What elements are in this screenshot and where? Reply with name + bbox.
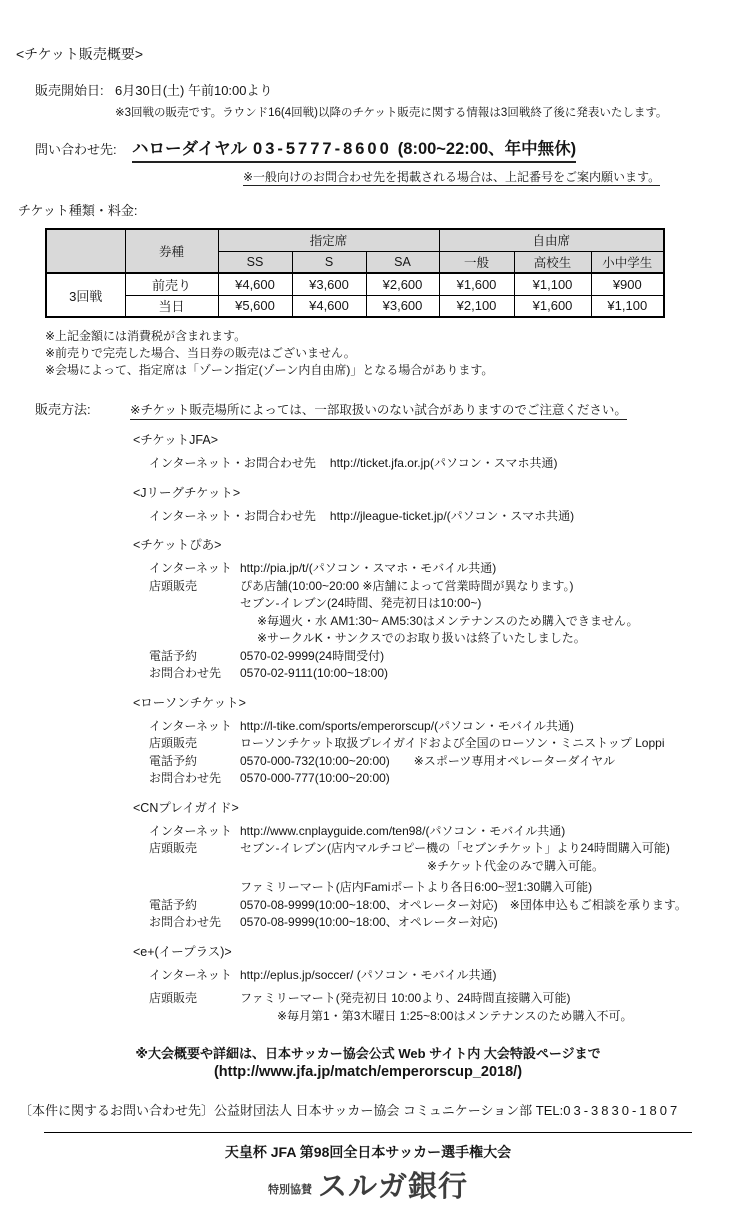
sale-start-label: 販売開始日: [35, 83, 104, 98]
vendor-row-label: 電話予約 [149, 897, 198, 912]
official-site-url: (http://www.jfa.jp/match/emperorscup_2018/) [213, 1064, 523, 1080]
vendor-row-label: インターネット [149, 967, 232, 982]
org-tel-number: 03-3830-1807 [563, 1103, 681, 1118]
vendor-row-value: http://www.cnplayguide.com/ten98/(パソコン・モバイル共通) [240, 823, 566, 838]
advance-ss: ¥4,600 [218, 273, 292, 295]
tournament-title: 天皇杯 JFA 第98回全日本サッカー選手権大会 [224, 1144, 512, 1160]
inquiry-phone-number: 03-5777-8600 [253, 140, 392, 158]
price-note-tax: ※上記金額には消費税が含まれます。 [45, 329, 247, 343]
sameday-general: ¥2,100 [439, 295, 514, 317]
sale-start-row [35, 80, 720, 99]
vendor-row-label: 店頭販売 [149, 991, 198, 1005]
advance-highschool: ¥1,100 [514, 273, 591, 295]
advance-sa: ¥2,600 [366, 273, 439, 295]
vendor-row-value: 0570-02-9999(24時間受付) [240, 648, 385, 663]
price-table-corner-cell [46, 229, 125, 273]
advance-s: ¥3,600 [292, 273, 366, 295]
sameday-s: ¥4,600 [292, 295, 366, 317]
vendor-row-value: セブン-イレブン(24時間、発売初日は10:00~) [240, 596, 482, 610]
vendor-row-value: http://pia.jp/t/(パソコン・スマホ・モバイル共通) [240, 561, 497, 575]
vendor-row-value: 0570-08-9999(10:00~18:00、オペレーター対応) ※団体申込もご相談を承ります。 [240, 897, 687, 912]
vendor-row [149, 858, 720, 876]
price-table [45, 228, 665, 318]
col-header-general: 一般 [439, 251, 514, 273]
vendor-row [149, 990, 720, 1008]
price-row-advance [46, 273, 664, 295]
col-header-elementary: 小中学生 [591, 251, 664, 273]
hello-dial-name: ハローダイヤル [132, 140, 248, 158]
vendor-row [149, 897, 720, 915]
sponsor-label: 特別協賛 [267, 1183, 312, 1196]
col-header-s: S [292, 251, 366, 273]
vendor-row-note: ※毎月第1・第3木曜日 1:25~8:00はメンテナンスのため購入不可。 [277, 1008, 633, 1023]
price-table-group-header-row [46, 229, 664, 251]
sale-start-value: 6月30日(土) 午前10:00より [115, 83, 273, 98]
vendor-row [149, 840, 720, 858]
price-section-heading: チケット種類・料金: [18, 203, 138, 218]
price-table-free-group-header: 自由席 [439, 229, 664, 251]
inquiry-phone-line [132, 135, 576, 163]
vendor-row [149, 823, 720, 841]
vendor-row [149, 967, 720, 985]
col-header-sa: SA [366, 251, 439, 273]
sales-method-label: 販売方法: [35, 402, 91, 417]
vendor-row [149, 718, 720, 736]
vendor-row-label: インターネット [149, 561, 232, 575]
vendor-row [149, 665, 720, 683]
vendor-row-label: インターネット・お問合わせ先 [149, 456, 316, 470]
price-row-sameday [46, 295, 664, 317]
vendor-row [149, 455, 720, 473]
page-title: <チケット販売概要> [16, 46, 144, 62]
official-site-note: ※大会概要や詳細は、日本サッカー協会公式 Web サイト内 大会特設ページまで [135, 1046, 601, 1061]
sameday-elementary: ¥1,100 [591, 295, 664, 317]
vendor-row [149, 735, 720, 753]
vendor-row-label: 電話予約 [149, 753, 198, 768]
vendor-row-note: ※サークルK・サンクスでのお取り扱いは終了いたしました。 [257, 631, 586, 645]
vendor-row-label: 店頭販売 [149, 736, 198, 750]
advance-elementary: ¥900 [591, 273, 664, 295]
advance-general: ¥1,600 [439, 273, 514, 295]
vendor-row [149, 914, 720, 932]
col-header-highschool: 高校生 [514, 251, 591, 273]
round-label-cell: 3回戦 [46, 273, 125, 317]
sameday-ss: ¥5,600 [218, 295, 292, 317]
vendor-row-value: ぴあ店舗(10:00~20:00 ※店舗によって営業時間が異なります。) [240, 578, 574, 593]
vendor-row-value: 0570-000-732(10:00~20:00) ※スポーツ専用オペレーターダイヤル [240, 753, 616, 768]
sales-method-note: ※チケット販売場所によっては、一部取扱いのない試合がありますのでご注意ください。 [130, 400, 627, 420]
inquiry-label: 問い合わせ先: [35, 142, 117, 157]
vendor-row [149, 1008, 720, 1026]
vendor-row-label: インターネット [149, 718, 232, 733]
vendor-name-jleague-ticket: <Jリーグチケット> [133, 485, 241, 500]
vendor-row-value: http://ticket.jfa.or.jp(パソコン・スマホ共通) [329, 456, 558, 470]
price-note-soldout: ※前売りで完売した場合、当日券の販売はございません。 [45, 346, 356, 360]
vendor-row-label: お問合わせ先 [149, 771, 222, 785]
col-header-ss: SS [218, 251, 292, 273]
sales-method-row [35, 399, 720, 420]
vendor-row-value: http://eplus.jp/soccer/ (パソコン・モバイル共通) [240, 967, 497, 982]
vendor-row-value: http://l-tike.com/sports/emperorscup/(パソコン・モバイル共通) [240, 718, 574, 733]
vendor-row-value: ローソンチケット取扱プレイガイドおよび全国のローソン・ミニストップ Loppi [240, 736, 665, 750]
sponsor-logo [16, 1164, 720, 1205]
vendor-name-eplus: <e+(イープラス)> [133, 944, 232, 959]
vendor-name-ticket-jfa: <チケットJFA> [133, 433, 219, 447]
vendor-row-label: 電話予約 [149, 648, 198, 663]
vendor-row-note: ※チケット代金のみで購入可能。 [427, 858, 604, 873]
inquiry-note-wrap [243, 168, 720, 186]
vendor-row-label: 店頭販売 [149, 578, 198, 593]
vendor-row-value: ファミリーマート(店内Famiポートより各日6:00~翌1:30購入可能) [240, 880, 593, 894]
inquiry-note: ※一般向けのお問合わせ先を掲載される場合は、上記番号をご案内願います。 [243, 170, 661, 184]
vendor-name-ticket-pia: <チケットぴあ> [133, 538, 222, 552]
vendor-row-label: インターネット・お問合わせ先 [149, 508, 316, 523]
vendor-row-value: 0570-02-9111(10:00~18:00) [240, 666, 389, 680]
price-note-zone: ※会場によって、指定席は「ゾーン指定(ゾーン内自由席)」となる場合があります。 [45, 363, 494, 377]
advance-label-cell: 前売り [125, 273, 218, 295]
vendor-list [16, 430, 720, 1025]
vendor-row [149, 578, 720, 596]
vendor-row-label: お問合わせ先 [149, 915, 222, 929]
sponsor-name: スルガ銀行 [317, 1171, 468, 1203]
vendor-row-value: 0570-08-9999(10:00~18:00、オペレーター対応) [240, 915, 498, 929]
footer-divider [44, 1132, 692, 1133]
vendor-name-cn-playguide: <CNプレイガイド> [133, 800, 239, 815]
vendor-row-label: 店頭販売 [149, 841, 198, 855]
vendor-row [149, 879, 720, 897]
vendor-row [149, 770, 720, 788]
sale-start-note: ※3回戦の販売です。ラウンド16(4回戦)以降のチケット販売に関する情報は3回戦終了後に発表いたします。 [115, 107, 668, 119]
vendor-row-value: ファミリーマート(発売初日 10:00より、24時間直接購入可能) [240, 991, 571, 1005]
vendor-row-label: インターネット [149, 823, 232, 838]
vendor-row [149, 613, 720, 631]
org-contact-text: 〔本件に関するお問い合わせ先〕公益財団法人 日本サッカー協会 コミュニケーション部 [19, 1103, 536, 1118]
vendor-row [149, 630, 720, 648]
sameday-highschool: ¥1,600 [514, 295, 591, 317]
org-contact [19, 1100, 720, 1119]
vendor-row-value: セブン-イレブン(店内マルチコピー機の「セブンチケット」より24時間購入可能) [240, 841, 670, 855]
sameday-label-cell: 当日 [125, 295, 218, 317]
vendor-row [149, 560, 720, 578]
vendor-row [149, 595, 720, 613]
price-notes [45, 328, 720, 379]
vendor-name-lawson-ticket: <ローソンチケット> [133, 695, 246, 710]
org-tel-label: TEL: [535, 1103, 564, 1118]
vendor-row-note: ※毎週火・水 AM1:30~ AM5:30はメンテナンスのため購入できません。 [257, 613, 639, 628]
inquiry-row [35, 135, 720, 163]
vendor-row [149, 648, 720, 666]
price-table-type-header: 券種 [125, 229, 218, 273]
inquiry-hours: (8:00~22:00、年中無休) [397, 140, 577, 158]
vendor-row [149, 753, 720, 771]
vendor-row [149, 508, 720, 526]
vendor-row-value: http://jleague-ticket.jp/(パソコン・スマホ共通) [329, 508, 575, 523]
sameday-sa: ¥3,600 [366, 295, 439, 317]
price-table-reserved-group-header: 指定席 [218, 229, 439, 251]
vendor-row-value: 0570-000-777(10:00~20:00) [240, 771, 390, 785]
vendor-row-label: お問合わせ先 [149, 666, 222, 680]
